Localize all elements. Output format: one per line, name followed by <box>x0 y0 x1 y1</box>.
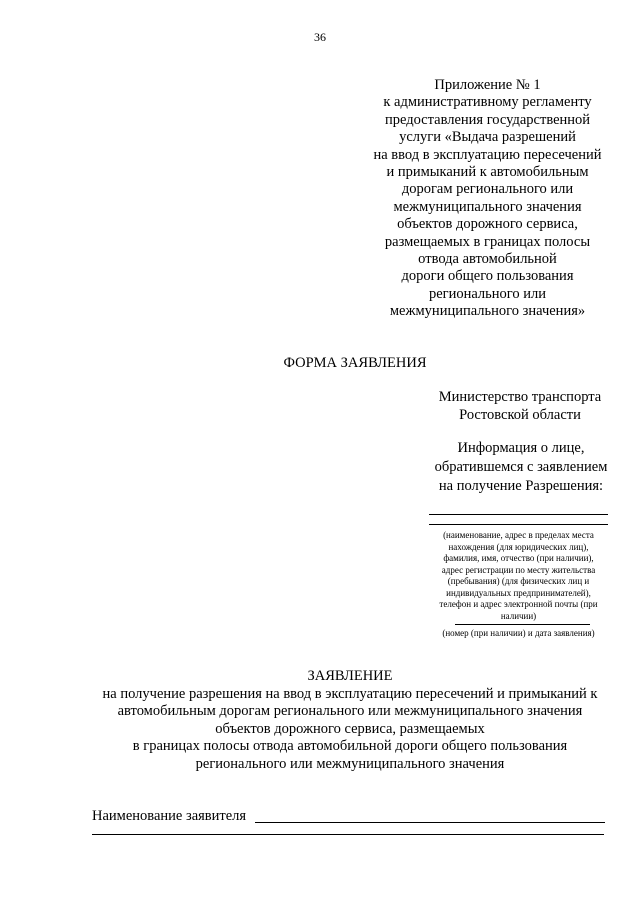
recipient-line: Министерство транспорта <box>438 389 602 405</box>
statement-line: объектов дорожного сервиса, размещаемых <box>215 720 485 737</box>
appendix-line: объектов дорожного сервиса, <box>397 216 578 233</box>
statement-line: автомобильным дорогам регионального или межмуниципального значения <box>117 703 583 720</box>
appendix-line: на ввод в эксплуатацию пересечений <box>373 146 602 163</box>
appendix-line: услуги «Выдача разрешений <box>399 129 576 146</box>
caption-line: наличии) <box>500 610 537 621</box>
statement-title: ЗАЯВЛЕНИЕ <box>307 668 393 684</box>
applicant-name-label: Наименование заявителя <box>92 808 247 824</box>
applicant-info-block <box>415 439 627 496</box>
appendix-line: размещаемых в границах полосы <box>384 233 591 250</box>
application-number-date-field-line[interactable] <box>455 624 590 625</box>
caption-line: фамилия, имя, отчество (при наличии), <box>443 553 594 563</box>
caption-line: (пребывания) (для физических лиц и <box>447 576 590 586</box>
applicant-info-line: Информация о лице, <box>457 440 585 456</box>
statement-line: в границах полосы отвода автомобильной дороги общего пользования <box>132 738 568 755</box>
appendix-line: дорогам регионального или <box>401 181 574 198</box>
appendix-header <box>355 77 620 321</box>
appendix-line: Приложение № 1 <box>434 77 541 93</box>
recipient-line: Ростовской области <box>459 407 581 423</box>
form-title: ФОРМА ЗАЯВЛЕНИЯ <box>283 355 427 371</box>
statement-block <box>60 668 640 774</box>
applicant-name-field-line[interactable] <box>255 822 605 823</box>
appendix-line: дороги общего пользования <box>401 268 574 285</box>
appendix-line: к административному регламенту <box>383 94 592 111</box>
statement-line: на получение разрешения на ввод в эксплуатацию пересечений и примыканий к <box>102 685 598 702</box>
caption-line: телефон и адрес электронной почты (при <box>439 599 598 609</box>
appendix-line: предоставления государственной <box>384 111 591 128</box>
statement-line: регионального или межмуниципального значения <box>195 755 505 772</box>
appendix-line: и примыканий к автомобильным <box>386 164 589 181</box>
appendix-line: отвода автомобильной <box>418 251 557 268</box>
application-number-date-caption: (номер (при наличии) и дата заявления) <box>442 628 595 638</box>
caption-line: адрес регистрации по месту жительства <box>441 564 596 575</box>
applicant-info-line: обратившемся с заявлением <box>434 459 608 475</box>
applicant-info-line: на получение Разрешения: <box>438 478 604 494</box>
applicant-name-continuation-line[interactable] <box>92 834 604 835</box>
applicant-details-caption <box>425 530 612 622</box>
applicant-details-field-line[interactable] <box>429 524 608 525</box>
page-number: 36 <box>314 30 326 44</box>
caption-line: (наименование, адрес в пределах места <box>443 530 594 540</box>
recipient-block <box>420 388 620 424</box>
appendix-line: межмуниципального значения» <box>389 303 586 320</box>
appendix-line: регионального или <box>428 285 547 302</box>
caption-line: нахождения (для юридических лиц), <box>448 541 589 552</box>
applicant-info-field-line[interactable] <box>429 514 608 515</box>
caption-line: индивидуальных предпринимателей), <box>446 587 591 598</box>
appendix-line: межмуниципального значения <box>393 198 582 215</box>
